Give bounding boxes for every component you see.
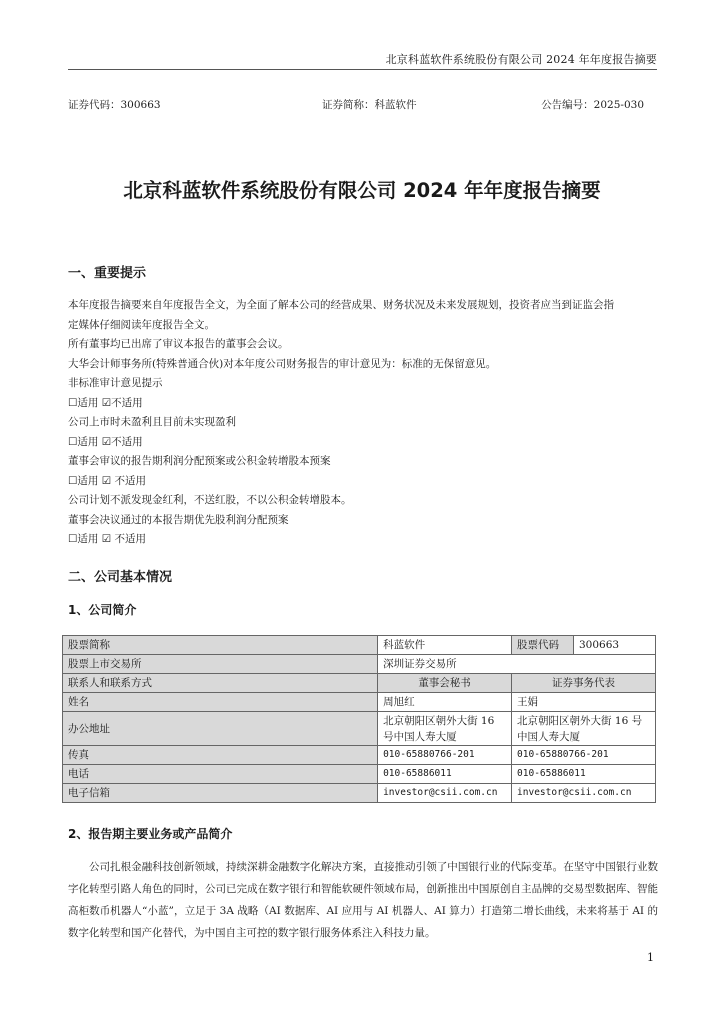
section-heading-important-notice: 一、重要提示 xyxy=(68,266,147,281)
main-business-paragraph: 公司扎根金融科技创新领域，持续深耕金融数字化解决方案，直接推动引领了中国银行业的代际变革。在坚守中国银行业数字化转型引路人角色的同时，公司已完成在数字银行和智能软硬件领域布局，创新推出中国原创自主品牌的交易型数据库、智能高柜数币机器人“小蓝”，立足于 3A 战略（AI 数据库、AI 应用与 AI 机器人、AI 算力）打造第二增长曲线，未来将基于 AI 的数字化转型和国产化替代，为中国自主可控的数字银行服务体系注入科技力量。 xyxy=(68,861,658,939)
checkbox-line: ☐适用 ☑ 不适用 xyxy=(68,474,147,487)
checkbox-line: ☐适用 ☑不适用 xyxy=(68,396,143,409)
page-number: 1 xyxy=(647,951,654,964)
table-cell: 010-65880766-201 xyxy=(378,746,512,765)
notice-line: 定媒体仔细阅读年度报告全文。 xyxy=(68,318,215,331)
notice-line: 大华会计师事务所(特殊普通合伙)对本年度公司财务报告的审计意见为：标准的无保留意见。 xyxy=(68,357,497,370)
notice-line: 董事会审议的报告期利润分配预案或公积金转增股本预案 xyxy=(68,455,331,467)
notice-line: 公司计划不派发现金红利，不送红股，不以公积金转增股本。 xyxy=(68,494,352,506)
table-row xyxy=(63,655,656,674)
section-heading-company-basics: 二、公司基本情况 xyxy=(68,570,173,585)
notice-number: 公告编号：2025-030 xyxy=(541,99,644,111)
notice-line: 本年度报告摘要来自年度报告全文，为全面了解本公司的经营成果、财务状况及未来发展规划，投资者应当到证监会指 xyxy=(68,299,614,311)
table-cell: 010-65886011 xyxy=(378,765,512,784)
notice-line: 董事会决议通过的本报告期优先股利润分配预案 xyxy=(68,513,289,526)
checkbox-line: ☐适用 ☑ 不适用 xyxy=(68,533,147,545)
table-cell: 科蓝软件 xyxy=(378,636,512,655)
table-row xyxy=(63,674,656,693)
table-cell-label: 电话 xyxy=(63,765,378,784)
table-row xyxy=(63,784,656,803)
table-header-secretary: 董事会秘书 xyxy=(378,674,512,693)
table-cell: 300663 xyxy=(574,636,656,655)
checkbox-line: ☐适用 ☑不适用 xyxy=(68,435,143,448)
email-link[interactable]: investor@csii.com.cn xyxy=(512,784,656,803)
running-header xyxy=(68,50,657,70)
table-row xyxy=(63,765,656,784)
table-cell: 深圳证券交易所 xyxy=(378,655,656,674)
notice-line: 公司上市时未盈利且目前未实现盈利 xyxy=(68,416,236,428)
table-cell: 北京朝阳区朝外大街 16 号中国人寿大厦 xyxy=(512,712,656,746)
table-cell-label: 姓名 xyxy=(63,693,378,712)
table-row xyxy=(63,636,656,655)
table-cell-label: 股票简称 xyxy=(63,636,378,655)
table-cell: 周旭红 xyxy=(378,693,512,712)
table-cell-label: 传真 xyxy=(63,746,378,765)
table-row xyxy=(63,693,656,712)
security-code: 证券代码：300663 xyxy=(68,99,161,111)
security-abbreviation: 证券简称：科蓝软件 xyxy=(322,99,417,111)
table-cell: 王娟 xyxy=(512,693,656,712)
table-cell-label: 联系人和联系方式 xyxy=(63,674,378,693)
table-cell-label: 电子信箱 xyxy=(63,784,378,803)
running-header-text: 北京科蓝软件系统股份有限公司 2024 年年度报告摘要 xyxy=(385,53,657,66)
table-cell-label: 股票代码 xyxy=(512,636,574,655)
important-notice-body xyxy=(68,296,660,550)
subheading-company-profile: 1、公司简介 xyxy=(68,603,137,617)
subheading-main-business: 2、报告期主要业务或产品简介 xyxy=(68,827,233,841)
table-row xyxy=(63,712,656,746)
table-cell-label: 股票上市交易所 xyxy=(63,655,378,674)
table-cell: 010-65886011 xyxy=(512,765,656,784)
company-info-table xyxy=(62,635,656,803)
table-header-representative: 证券事务代表 xyxy=(512,674,656,693)
email-link[interactable]: investor@csii.com.cn xyxy=(378,784,512,803)
document-title: 北京科蓝软件系统股份有限公司 2024 年年度报告摘要 xyxy=(123,179,601,202)
table-cell-label: 办公地址 xyxy=(63,712,378,746)
table-cell: 010-65880766-201 xyxy=(512,746,656,765)
notice-line: 所有董事均已出席了审议本报告的董事会会议。 xyxy=(68,338,289,350)
table-cell: 北京朝阳区朝外大街 16 号中国人寿大厦 xyxy=(378,712,512,746)
notice-line: 非标准审计意见提示 xyxy=(68,377,163,389)
table-row xyxy=(63,746,656,765)
